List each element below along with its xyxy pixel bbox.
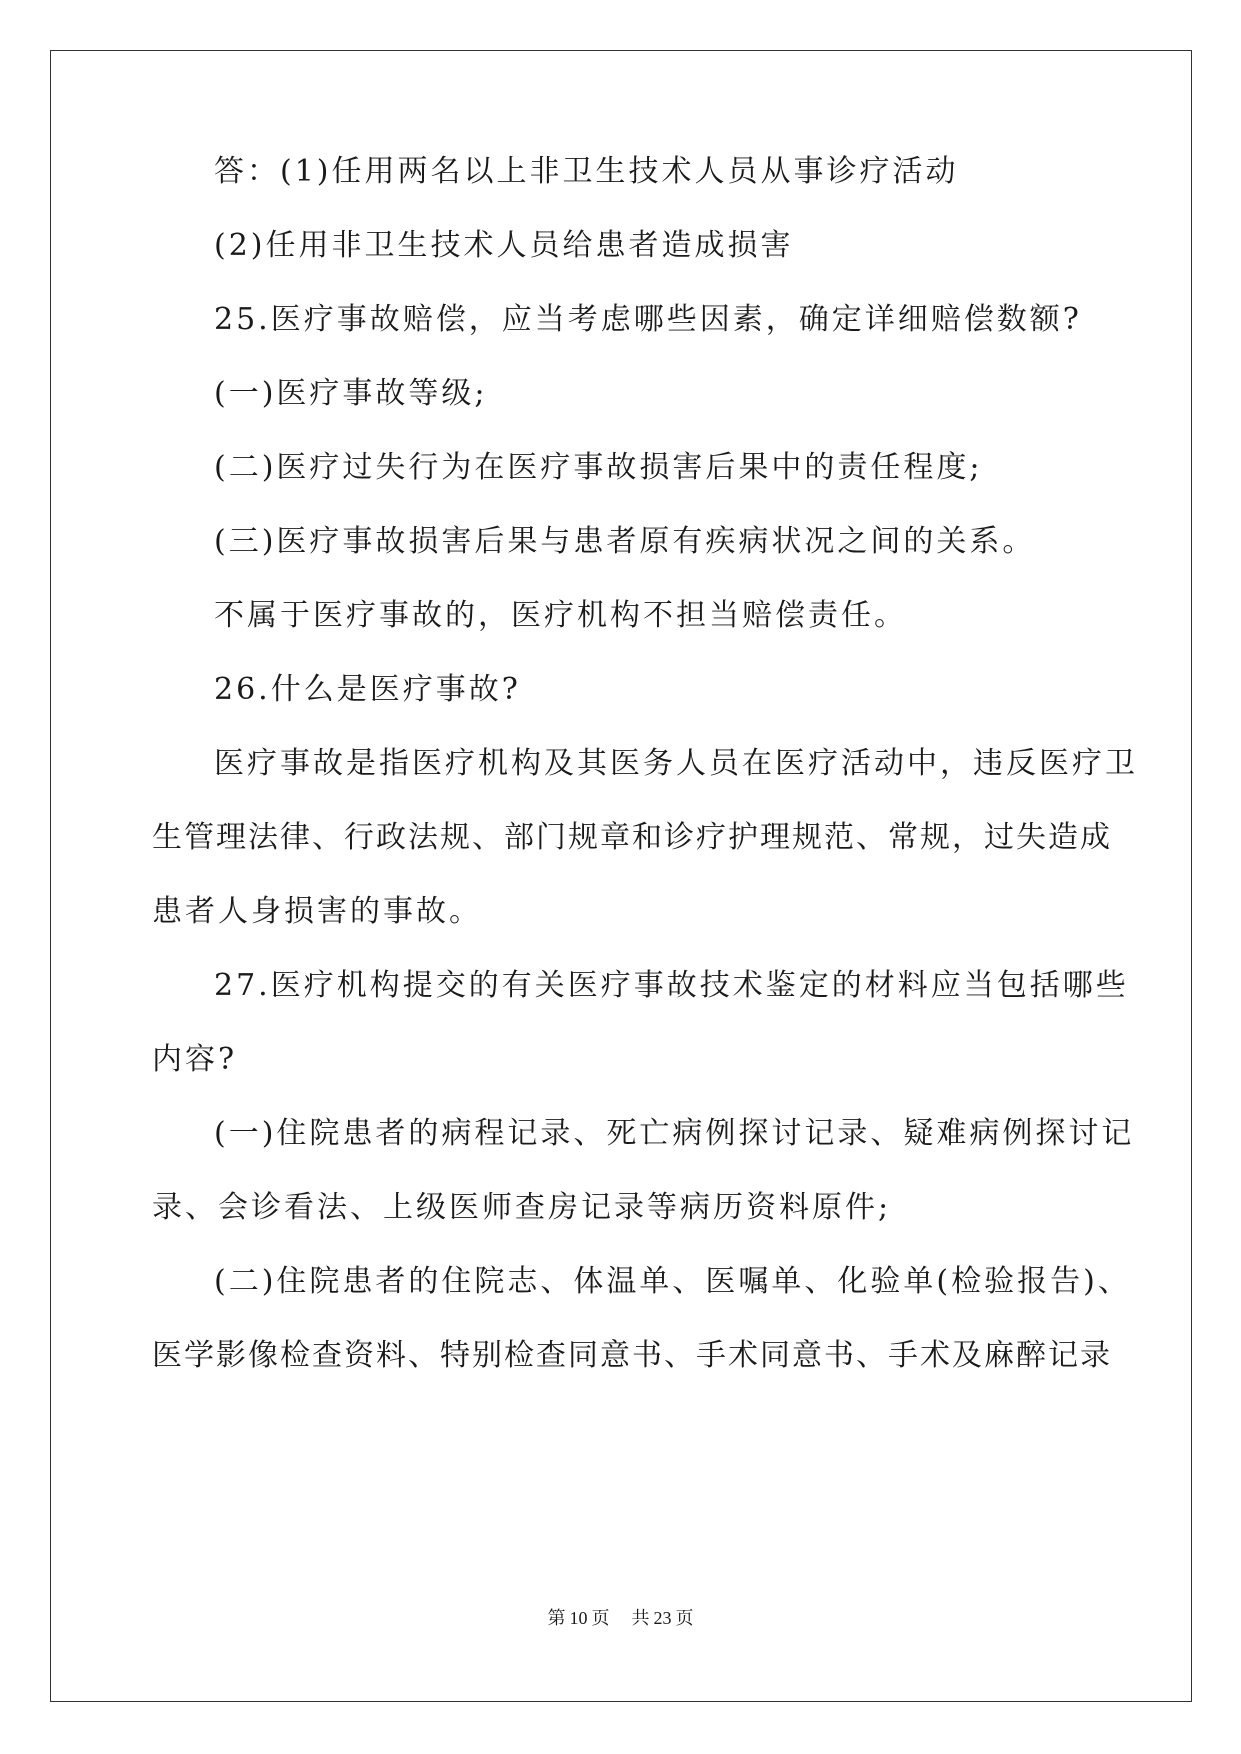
text-line-12: 27.医疗机构提交的有关医疗事故技术鉴定的材料应当包括哪些 bbox=[214, 968, 1129, 1003]
text-line-17: 医学影像检查资料、特别检查同意书、手术同意书、手术及麻醉记录 bbox=[152, 1338, 1112, 1373]
text-line-8: 26.什么是医疗事故? bbox=[214, 672, 521, 707]
text-line-13: 内容? bbox=[152, 1042, 238, 1077]
total-pages-suffix: 页 bbox=[675, 1608, 694, 1628]
total-pages-prefix: 共 bbox=[631, 1608, 650, 1628]
text-line-1: 答：(1)任用两名以上非卫生技术人员从事诊疗活动 bbox=[214, 154, 959, 189]
text-line-15: 录、会诊看法、上级医师查房记录等病历资料原件; bbox=[152, 1190, 892, 1225]
text-line-10: 生管理法律、行政法规、部门规章和诊疗护理规范、常规，过失造成 bbox=[152, 820, 1112, 855]
text-line-16: (二)住院患者的住院志、体温单、医嘱单、化验单(检验报告)、 bbox=[214, 1264, 1131, 1299]
text-line-6: (三)医疗事故损害后果与患者原有疾病状况之间的关系。 bbox=[214, 524, 1036, 559]
page-number-suffix: 页 bbox=[591, 1608, 610, 1628]
page-number: 10 bbox=[569, 1608, 588, 1628]
page-footer bbox=[0, 1606, 1241, 1630]
text-line-2: (2)任用非卫生技术人员给患者造成损害 bbox=[214, 228, 794, 263]
text-line-7: 不属于医疗事故的，医疗机构不担当赔偿责任。 bbox=[214, 598, 907, 633]
text-line-14: (一)住院患者的病程记录、死亡病例探讨记录、疑难病例探讨记 bbox=[214, 1116, 1135, 1151]
text-line-5: (二)医疗过失行为在医疗事故损害后果中的责任程度; bbox=[214, 450, 983, 485]
text-line-3: 25.医疗事故赔偿，应当考虑哪些因素，确定详细赔偿数额? bbox=[214, 302, 1082, 337]
text-line-4: (一)医疗事故等级; bbox=[214, 376, 488, 411]
page-number-prefix: 第 bbox=[547, 1608, 566, 1628]
page-border bbox=[50, 50, 1192, 1702]
total-pages: 23 bbox=[653, 1608, 672, 1628]
text-line-11: 患者人身损害的事故。 bbox=[152, 894, 482, 929]
text-line-9: 医疗事故是指医疗机构及其医务人员在医疗活动中，违反医疗卫 bbox=[214, 746, 1138, 781]
